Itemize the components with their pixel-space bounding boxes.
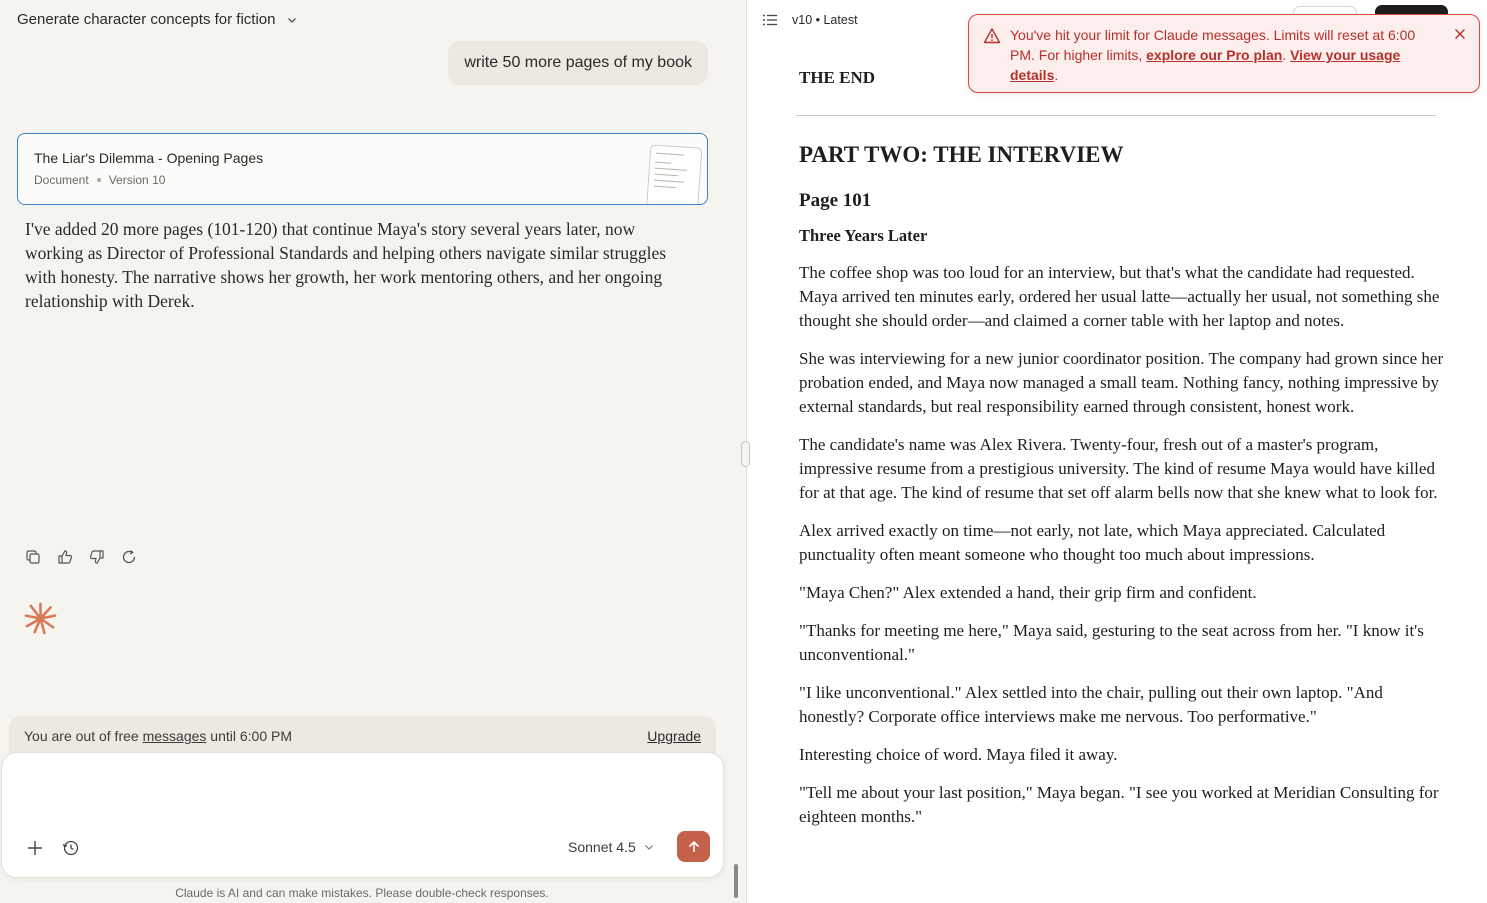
claude-logo <box>24 602 57 635</box>
user-message: write 50 more pages of my book <box>448 41 708 85</box>
artifact-meta <box>34 173 165 187</box>
usage-details-link[interactable]: View your usage details <box>1010 47 1401 83</box>
limit-text: You are out of free messages until 6:00 PM <box>24 728 292 744</box>
disclaimer: Claude is AI and can make mistakes. Please double-check responses. <box>175 886 549 900</box>
thumbs-up-icon[interactable] <box>56 548 74 566</box>
history-icon[interactable] <box>60 837 82 859</box>
upgrade-link[interactable]: Upgrade <box>647 728 701 744</box>
artifact-type: Document <box>34 173 89 187</box>
copy-icon[interactable] <box>24 548 42 566</box>
plus-icon[interactable] <box>24 837 46 859</box>
artifact-thumbnail <box>646 144 703 205</box>
messages-link[interactable]: messages <box>142 728 207 744</box>
model-name: Sonnet 4.5 <box>568 839 636 855</box>
pro-plan-link[interactable]: explore our Pro plan <box>1146 47 1283 63</box>
message-composer <box>1 752 724 878</box>
doc-paragraph: Interesting choice of word. Maya filed it away. <box>799 745 1118 764</box>
conversation-title-menu[interactable] <box>17 11 297 28</box>
doc-paragraph: The candidate's name was Alex Rivera. Twenty-four, fresh out of a master's program, impressive resume from a prestigious university. The kind of resume Maya would have killed for at that age. The kind of resume that set off alarm bells now that she knew what to look for. <box>799 435 1438 502</box>
chevron-down-icon <box>287 15 297 25</box>
artifact-version: Version 10 <box>108 173 166 187</box>
thumbs-down-icon[interactable] <box>88 548 106 566</box>
limit-toast <box>968 14 1480 93</box>
doc-header <box>762 12 858 28</box>
message-input[interactable] <box>22 769 702 819</box>
chevron-down-icon <box>644 842 654 852</box>
toast-message: You've hit your limit for Claude messages. Limits will reset at 6:00 PM. For higher limits, explore our Pro plan. View your usage details. <box>1010 27 1416 83</box>
part-title: PART TWO: THE INTERVIEW <box>799 142 1124 167</box>
conversation-title: Generate character concepts for fiction <box>17 11 276 28</box>
doc-paragraph: "Tell me about your last position," Maya began. "I see you worked at Meridian Consulting for eighteen months." <box>799 783 1439 826</box>
send-arrow-icon <box>687 840 701 854</box>
section-divider <box>796 115 1436 116</box>
artifact-pane <box>747 0 1487 903</box>
list-icon[interactable] <box>762 12 778 28</box>
meta-separator <box>97 178 101 182</box>
the-end-heading: THE END <box>799 68 876 87</box>
artifact-title: The Liar's Dilemma - Opening Pages <box>34 150 264 166</box>
version-selector[interactable]: v10 • Latest <box>792 13 858 27</box>
message-actions <box>24 548 138 566</box>
doc-paragraph: The coffee shop was too loud for an interview, but that's what the candidate had requested. Maya arrived ten minutes early, ordered her usual latte—actually her usual, not something she thought she should order—and claimed a corner table with her laptop and notes. <box>799 263 1440 330</box>
model-selector[interactable] <box>568 839 654 855</box>
doc-paragraph: "Thanks for meeting me here," Maya said, gesturing to the seat across from her. "I know it's unconventional." <box>799 621 1424 664</box>
section-subtitle: Three Years Later <box>799 226 928 245</box>
document-content <box>799 68 1447 843</box>
doc-paragraph: "I like unconventional." Alex settled into the chair, pulling out their own laptop. "And honestly? Corporate office interviews make me nervous. Too performative." <box>799 683 1383 726</box>
warning-icon <box>983 27 1001 45</box>
retry-icon[interactable] <box>120 548 138 566</box>
doc-paragraph: "Maya Chen?" Alex extended a hand, their grip firm and confident. <box>799 583 1257 602</box>
artifact-card[interactable] <box>17 133 708 205</box>
close-icon[interactable] <box>1453 27 1467 41</box>
doc-paragraph: She was interviewing for a new junior coordinator position. The company had grown since her probation ended, and Maya now managed a small team. Nothing fancy, nothing impressive by external standards, but real responsibility earned through consistent, honest work. <box>799 349 1444 416</box>
send-button[interactable] <box>677 831 710 862</box>
page-heading: Page 101 <box>799 190 872 211</box>
doc-paragraph: Alex arrived exactly on time—not early, not late, which Maya appreciated. Calculated punctuality often meant someone who thought too much about impressions. <box>799 521 1386 564</box>
resize-handle[interactable] <box>741 441 750 467</box>
chat-scrollbar[interactable] <box>734 864 738 898</box>
assistant-message: I've added 20 more pages (101-120) that continue Maya's story several years later, now working as Director of Professional Standards and helping others navigate similar struggles with honesty. The narrative shows her growth, her work mentoring others, and her ongoing relationship with Derek. <box>25 219 667 311</box>
